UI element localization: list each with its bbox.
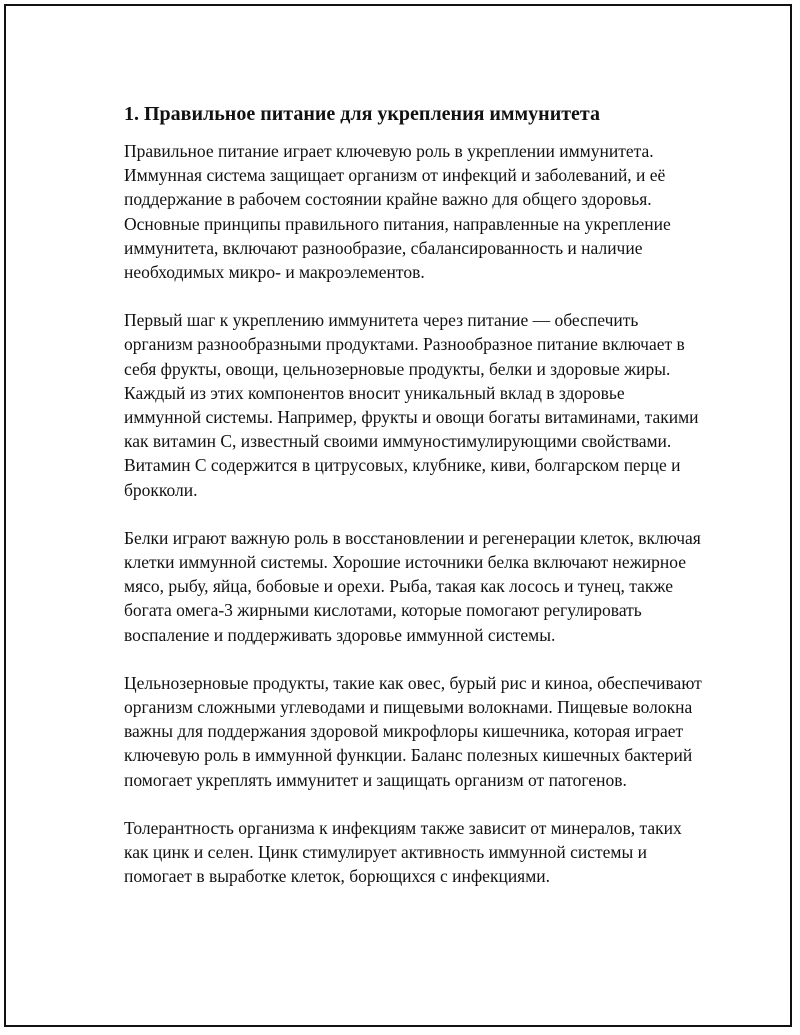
section-title: 1. Правильное питание для укрепления иммунитета xyxy=(124,103,600,125)
document-content xyxy=(124,101,704,912)
document-page xyxy=(4,4,792,1027)
paragraph-4: Цельнозерновые продукты, такие как овес, бурый рис и киноа, обеспечивают организм сложными углеводами и пищевыми волокнами. Пищевые волокна важны для поддержания здоровой микрофлоры кишечника, которая играет ключевую роль в иммунной функции. Баланс полезных кишечных бактерий помогает укреплять иммунитет и защищать организм от патогенов. xyxy=(124,672,702,790)
paragraph-2: Первый шаг к укреплению иммунитета через питание — обеспечить организм разнообразными продуктами. Разнообразное питание включает в себя фрукты, овощи, цельнозерновые продукты, белки и здоровые жиры. Каждый из этих компонентов вносит уникальный вклад в здоровье иммунной системы. Например, фрукты и овощи богаты витаминами, такими как витамин C, известный своими иммуностимулирующими свойствами. Витамин C содержится в цитрусовых, клубнике, киви, болгарском перце и брокколи. xyxy=(124,310,699,500)
paragraph-1: Правильное питание играет ключевую роль в укреплении иммунитета. Иммунная система защищает организм от инфекций и заболеваний, и её поддержание в рабочем состоянии крайне важно для общего здоровья. Основные принципы правильного питания, направленные на укрепление иммунитета, включают разнообразие, сбалансированность и наличие необходимых микро- и макроэлементов. xyxy=(124,141,671,283)
paragraph-3: Белки играют важную роль в восстановлении и регенерации клеток, включая клетки иммунной системы. Хорошие источники белка включают нежирное мясо, рыбу, яйца, бобовые и орехи. Рыба, такая как лосось и тунец, также богата омега-3 жирными кислотами, которые помогают регулировать воспаление и поддерживать здоровье иммунной системы. xyxy=(124,527,701,645)
paragraph-5: Толерантность организма к инфекциям также зависит от минералов, таких как цинк и селен. Цинк стимулирует активность иммунной системы и помогает в выработке клеток, борющихся с инфекциями. xyxy=(124,817,682,887)
